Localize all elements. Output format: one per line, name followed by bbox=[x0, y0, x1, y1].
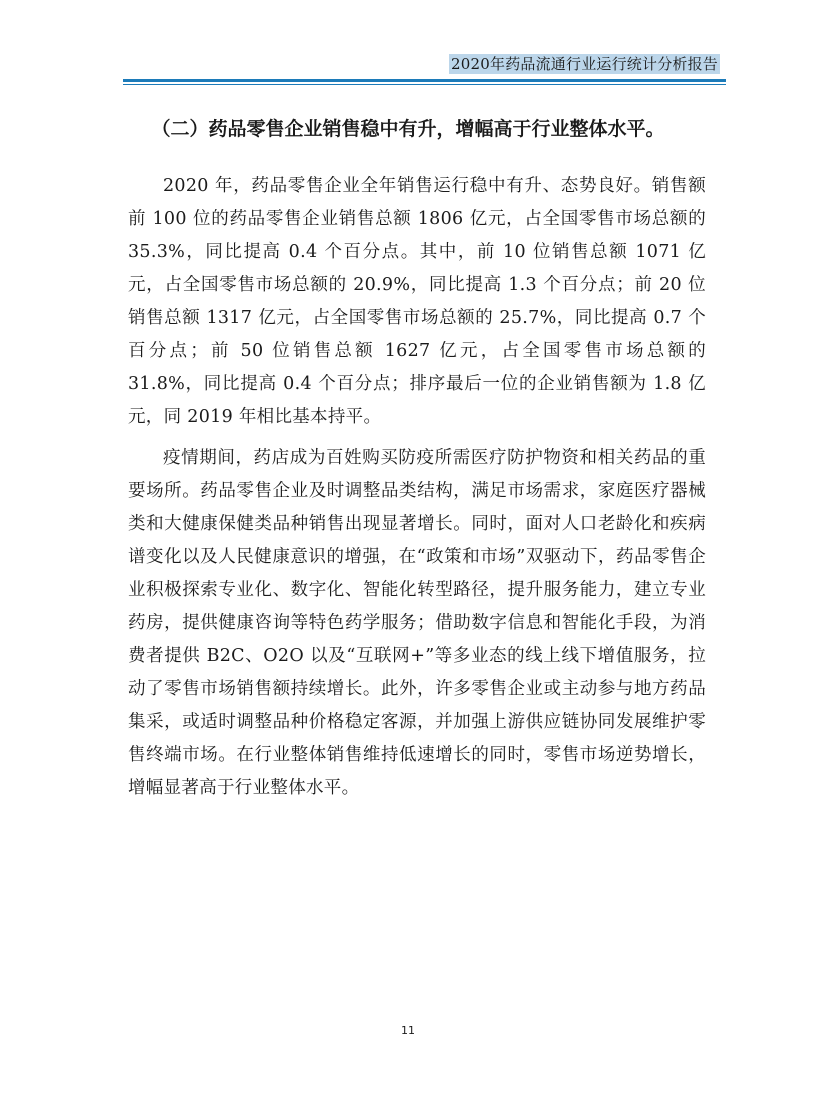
body-text bbox=[128, 170, 706, 807]
header-rule-thin bbox=[123, 84, 726, 85]
header-rule-thick bbox=[123, 79, 726, 82]
paragraph-retail-sales-ranking: 2020 年，药品零售企业全年销售运行稳中有升、态势良好。销售额前 100 位的药品零售企业销售总额 1806 亿元，占全国零售市场总额的 35.3%，同比提高 0.4 个百分点。其中，前 10 位销售总额 1071 亿元，占全国零售市场总额的 20.9%，同比提高 1.3 个百分点；前 20 位销售总额 1317 亿元，占全国零售市场总额的 25.7%，同比提高 0.7 个百分点；前 50 位销售总额 1627 亿元，占全国零售市场总额的 31.8%，同比提高 0.4 个百分点；排序最后一位的企业销售额为 1.8 亿元，同 2019 年相比基本持平。 bbox=[128, 176, 706, 427]
paragraph-pandemic-retail-growth: 疫情期间，药店成为百姓购买防疫所需医疗防护物资和相关药品的重要场所。药品零售企业及时调整品类结构，满足市场需求，家庭医疗器械类和大健康保健类品种销售出现显著增长。同时，面对人口老龄化和疾病谱变化以及人民健康意识的增强，在“政策和市场”双驱动下，药品零售企业积极探索专业化、数字化、智能化转型路径，提升服务能力，建立专业药房，提供健康咨询等特色药学服务；借助数字信息和智能化手段，为消费者提供 B2C、O2O 以及“互联网+”等多业态的线上线下增值服务，拉动了零售市场销售额持续增长。此外，许多零售企业或主动参与地方药品集采，或适时调整品种价格稳定客源，并加强上游供应链协同发展维护零售终端市场。在行业整体销售维持低速增长的同时，零售市场逆势增长，增幅显著高于行业整体水平。 bbox=[128, 448, 706, 798]
section-heading: （二）药品零售企业销售稳中有升，增幅高于行业整体水平。 bbox=[151, 118, 665, 140]
running-header: 2020年药品流通行业运行统计分析报告 bbox=[451, 55, 718, 73]
page-number: 11 bbox=[401, 1024, 415, 1037]
